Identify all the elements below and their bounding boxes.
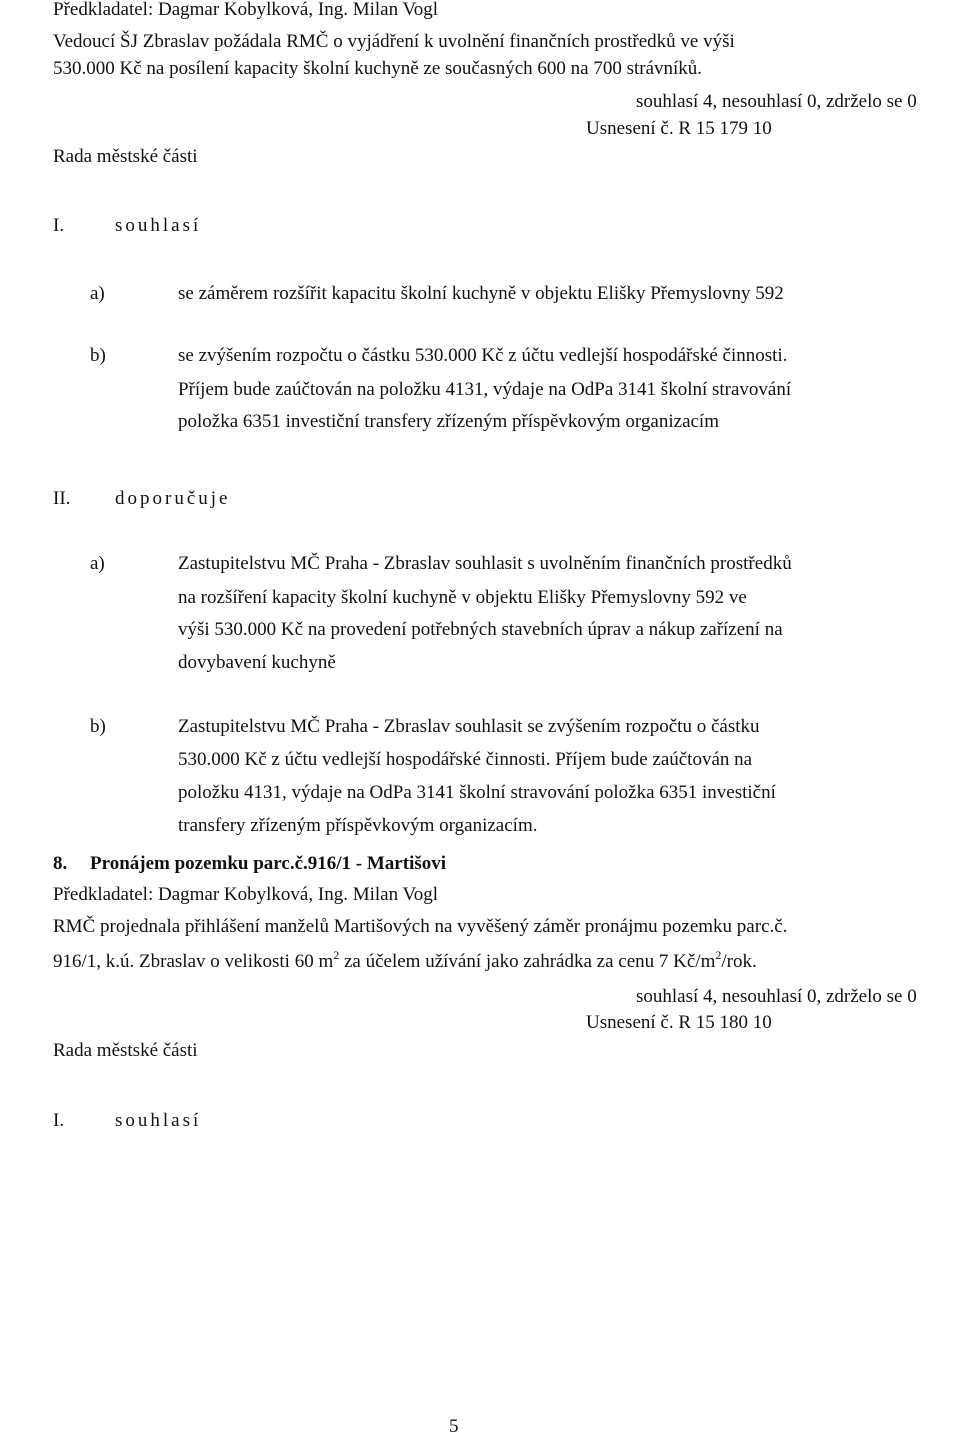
item-text: výši 530.000 Kč na provedení potřebných stavebních úprav a nákup zařízení na	[178, 619, 783, 640]
item-text: Zastupitelstvu MČ Praha - Zbraslav souhlasit s uvolněním finančních prostředků	[178, 553, 792, 574]
section-verb: doporučuje	[115, 488, 231, 509]
item-text: položku 4131, výdaje na OdPa 3141 školní stravování položka 6351 investiční	[178, 782, 776, 803]
resolution-number: Usnesení č. R 15 180 10	[586, 1012, 772, 1033]
item-text: se zvýšením rozpočtu o částku 530.000 Kč z účtu vedlejší hospodářské činnosti.	[178, 345, 788, 366]
presenters-line: Předkladatel: Dagmar Kobylková, Ing. Milan Vogl	[53, 884, 439, 905]
presenters-line: Předkladatel: Dagmar Kobylková, Ing. Milan Vogl	[53, 0, 439, 20]
agenda-item-number: 8.	[53, 853, 68, 874]
item-text: na rozšíření kapacity školní kuchyně v objektu Elišky Přemyslovny 592 ve	[178, 587, 747, 608]
section-verb: souhlasí	[115, 1110, 202, 1131]
vote-result: souhlasí 4, nesouhlasí 0, zdrželo se 0	[636, 91, 917, 112]
resolution-number: Usnesení č. R 15 179 10	[586, 118, 772, 139]
item-text: dovybavení kuchyně	[178, 652, 336, 673]
council-name: Rada městské části	[53, 1040, 198, 1061]
item-label: a)	[90, 553, 105, 574]
section-number: II.	[53, 488, 71, 509]
item-text: se záměrem rozšířit kapacitu školní kuchyně v objektu Elišky Přemyslovny 592	[178, 283, 784, 304]
section-number: I.	[53, 1110, 65, 1131]
council-name: Rada městské části	[53, 146, 198, 167]
item-text: transfery zřízeným příspěvkovým organizacím.	[178, 815, 538, 836]
description-line: 916/1, k.ú. Zbraslav o velikosti 60 $m^2$ za účelem užívání jako zahrádka za cenu 7 $Kč/m^2$/rok.	[53, 947, 757, 972]
item-label: b)	[90, 716, 106, 737]
page-number: 5	[449, 1416, 459, 1437]
section-number: I.	[53, 215, 65, 236]
description-line: Vedoucí ŠJ Zbraslav požádala RMČ o vyjádření k uvolnění finančních prostředků ve výši	[53, 31, 735, 52]
item-text: Příjem bude zaúčtován na položku 4131, výdaje na OdPa 3141 školní stravování	[178, 379, 792, 400]
agenda-item-title: Pronájem pozemku parc.č.916/1 - Martišovi	[90, 853, 447, 874]
vote-result: souhlasí 4, nesouhlasí 0, zdrželo se 0	[636, 986, 917, 1007]
description-line: RMČ projednala přihlášení manželů Martišových na vyvěšený záměr pronájmu pozemku parc.č.	[53, 916, 788, 937]
item-text: položka 6351 investiční transfery zřízeným příspěvkovým organizacím	[178, 411, 719, 432]
description-line: 530.000 Kč na posílení kapacity školní kuchyně ze současných 600 na 700 strávníků.	[53, 58, 703, 79]
item-label: b)	[90, 345, 106, 366]
item-label: a)	[90, 283, 105, 304]
item-text: Zastupitelstvu MČ Praha - Zbraslav souhlasit se zvýšením rozpočtu o částku	[178, 716, 760, 737]
item-text: 530.000 Kč z účtu vedlejší hospodářské činnosti. Příjem bude zaúčtován na	[178, 749, 753, 770]
section-verb: souhlasí	[115, 215, 202, 236]
